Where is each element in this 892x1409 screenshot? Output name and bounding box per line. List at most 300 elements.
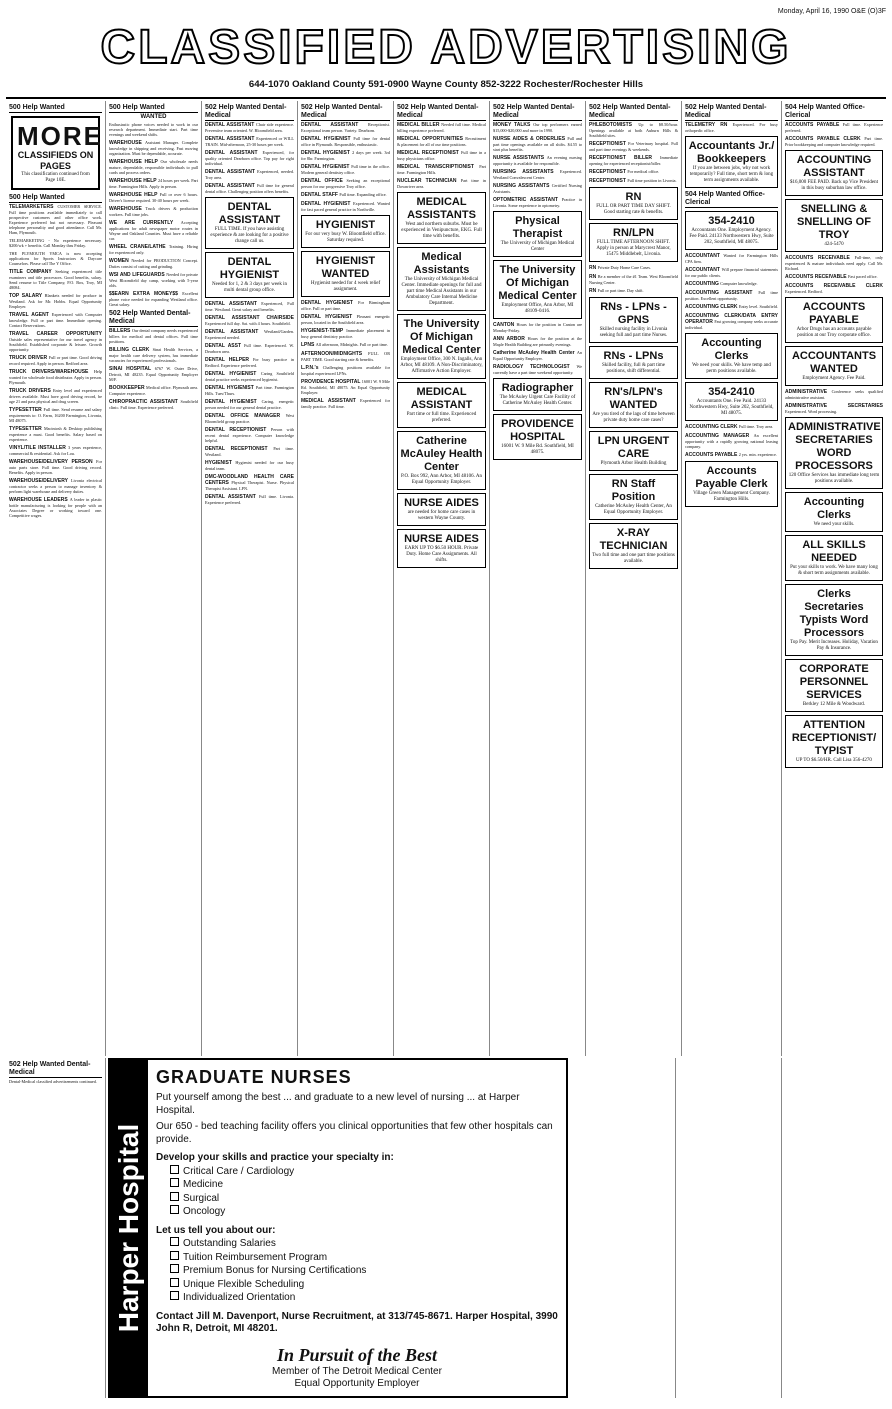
display-ad-headline: ACCOUNTING ASSISTANT xyxy=(796,154,872,179)
display-ad-headline: 354-2410 xyxy=(708,386,755,398)
ad-text: CUSTOMER SERVICE. Full time positions available immediately to call prospective customers and other office work. Experience preferred but not necessary. Pleasant telephone personality and good attendance. Call Mr. Ham, Plymouth. xyxy=(9,204,102,235)
classified-ad xyxy=(109,399,198,410)
classified-ad xyxy=(397,178,486,189)
ad-text: A leader in plastic bottle manufacturing is looking for people with an Associates Degree or working toward one. Competitive wages. xyxy=(9,497,102,518)
classified-ad xyxy=(301,122,390,133)
ad-text: Full time for dental office in Plymouth. Responsible, enthusiastic. xyxy=(301,136,390,147)
display-ad xyxy=(685,382,778,421)
ad-headline: ANN ARBOR xyxy=(493,336,528,342)
classified-ad xyxy=(205,413,294,424)
display-ad xyxy=(785,659,883,712)
display-ad-text: We need your skills. We have temp and perm positions available. xyxy=(692,363,771,374)
ad-headline: OPTOMETRIC ASSISTANT xyxy=(493,197,562,203)
display-ad-headline: RNs - LPNs xyxy=(603,350,664,362)
ad-headline: ADMINISTRATIVE SECRETARIES xyxy=(785,403,883,409)
classified-ad xyxy=(785,283,883,294)
ad-text: Full time. Expanding office. xyxy=(339,192,387,197)
ad-headline: DENTAL HYGIENIST xyxy=(301,136,354,142)
ad-text: 24 hours per week. Part time. Farmington Hills. Apply in person. xyxy=(109,178,198,189)
classified-ad xyxy=(9,312,102,328)
classified-ad xyxy=(9,204,102,235)
ad-headline: MONEY TALKS xyxy=(493,122,534,128)
classified-ad xyxy=(589,274,678,285)
classified-ad xyxy=(397,136,486,147)
display-ad-text: The McAuley Urgent Care Facility of Catherine McAuley Health Center. xyxy=(499,395,576,406)
ad-text: Full time. Troy area. xyxy=(738,424,774,429)
ad-headline: ACCOUNTING xyxy=(685,281,721,287)
ad-headline: RECEPTIONIST BILLER xyxy=(589,155,661,161)
classified-ad xyxy=(493,183,582,194)
checkbox-icon xyxy=(170,1178,179,1187)
classified-ad xyxy=(397,122,486,133)
ad-headline: RN xyxy=(589,288,598,294)
grad-intro: Put yourself among the best ... and graduate to a new level of nursing ... at Harper Hospital. xyxy=(156,1092,520,1116)
ad-text: Part time. Westland. xyxy=(205,446,294,457)
grad-develop: Develop your skills and practice your specialty in: xyxy=(156,1152,394,1163)
ad-text: Full or part time. Day shift. xyxy=(597,288,644,293)
ad-headline: DENTAL HYGIENIST xyxy=(205,371,261,377)
classified-ad xyxy=(685,281,778,287)
ad-headline: DENTAL OFFICE MANAGER xyxy=(205,413,286,419)
classified-ad xyxy=(301,351,390,362)
display-ad xyxy=(589,431,678,471)
display-ad-text: FULL TIME. If you have assisting experience & are looking for a positive change call us. xyxy=(210,227,289,244)
ad-text: Experienced. For busy orthopedic office. xyxy=(685,122,778,133)
classified-ad xyxy=(109,244,198,255)
ad-headline: ACCOUNTS RECEIVABLE xyxy=(785,255,855,261)
checkbox-icon xyxy=(170,1237,179,1246)
grad-specialties xyxy=(170,1165,558,1219)
ad-text: Entry level. Southfield. xyxy=(738,304,778,309)
ad-headline: DENTAL ASSISTANT xyxy=(205,183,258,189)
display-ad-headline: ACCOUNTS PAYABLE xyxy=(802,301,866,326)
ad-headline: ACCOUNTS PAYABLE xyxy=(685,452,739,458)
ad-headline: DENTAL ASSISTANT xyxy=(205,301,262,307)
classified-ad xyxy=(109,272,198,288)
ad-text: Physical Therapist. Nurse. Physical Therapist Assistant. LPN. xyxy=(205,480,294,491)
ad-text: For Birmingham office. Full or part time. xyxy=(301,300,390,311)
ad-text: Pleasant energetic person, located in the Southfield area. xyxy=(301,314,390,325)
display-ad xyxy=(301,215,390,248)
ad-text: All afternoon, Midnights. Full or part time. xyxy=(315,342,388,347)
ad-text: Westland/Garden. Experienced needed. xyxy=(205,329,294,340)
ad-text: Full time. Experienced. W. Dearborn area. xyxy=(205,343,294,354)
ad-text: Needed for PRODUCTION Concept. Duties consist of cutting and grinding. xyxy=(109,258,198,269)
ad-headline: TOP SALARY xyxy=(9,293,45,299)
classified-ad xyxy=(685,304,778,310)
grad-pursuit: In Pursuit of the Best xyxy=(276,1344,438,1365)
display-ad xyxy=(589,474,678,520)
harper-side-banner xyxy=(110,1060,148,1396)
ad-headline: L.P.N.'s xyxy=(301,365,323,371)
column-5 xyxy=(394,101,490,1056)
classified-ad xyxy=(109,385,198,396)
classified-ad xyxy=(493,336,582,347)
classified-ad xyxy=(785,274,883,280)
harper-logo-text: Harper Hospital xyxy=(113,1123,144,1333)
ad-text: Seeking an exceptional person for our progressive Troy office. xyxy=(301,178,390,189)
ad-text: Accepting applications for adult newspaper motor routes in Wayne and Oakland Counties. Must have a reliable car. xyxy=(109,220,198,241)
classified-ad xyxy=(109,192,198,203)
ad-text: Our wholesale needs mature, dependable, responsible individuals to pull cards and process orders. xyxy=(109,159,198,175)
ad-text: Truck drivers & production workers. Full time jobs. xyxy=(109,206,198,217)
display-ad xyxy=(205,252,294,298)
section-heading: 502 Help Wanted Dental-Medical xyxy=(301,104,390,121)
ad-headline: BILLERS xyxy=(109,328,132,334)
classified-ad xyxy=(301,201,390,212)
classified-ad xyxy=(109,140,198,156)
display-ad xyxy=(785,535,883,581)
more-subtitle: CLASSIFIEDS ON PAGES xyxy=(17,150,94,171)
display-ad-headline: DENTAL ASSISTANT xyxy=(218,201,281,226)
classified-ad xyxy=(205,183,294,194)
ad-headline: WOMEN xyxy=(109,258,132,264)
ad-headline: $$EARN EXTRA MONEY$$ xyxy=(109,291,183,297)
classified-ad xyxy=(785,255,883,271)
display-ad-text: The University of Michigan Medical Center. Immediate openings for full and part time Medical Assistants in our Ambulatory Care Internal Medicine Department. xyxy=(401,277,482,306)
classified-ad xyxy=(301,398,390,409)
ad-headline: RN xyxy=(589,274,598,280)
display-ad xyxy=(205,197,294,249)
display-ad-headline: RN/LPN xyxy=(613,227,654,239)
ad-headline: DENTAL HYGIENIST xyxy=(301,150,353,156)
classified-ad xyxy=(109,206,198,217)
display-ad-headline: NURSE AIDES xyxy=(404,497,479,509)
ad-text: Up to $8.50/hour. Openings available at both Auburn Hills & Southfield sites. xyxy=(589,122,678,138)
bottom-column-6 xyxy=(676,1058,782,1398)
display-ad xyxy=(397,382,486,428)
ad-text: 2 yrs. min. experience. xyxy=(738,452,777,457)
display-ad xyxy=(589,187,678,220)
display-ad-headline: DENTAL HYGIENIST xyxy=(219,256,280,281)
classified-ad xyxy=(301,379,390,395)
specialty-label: Surgical xyxy=(183,1192,220,1204)
ad-text: Full time in the office. Modern general dentistry office. xyxy=(301,164,390,175)
classified-ad xyxy=(493,122,582,133)
display-ad-text: Two full time and one part time positions available. xyxy=(592,553,675,564)
ad-text: Receptionist. Exceptional team person. Variety. Dearborn. xyxy=(301,122,390,133)
display-ad-headline: MEDICAL ASSISTANT xyxy=(410,386,473,411)
display-ad xyxy=(785,346,883,386)
ad-text: Our top performers earned $15,000-$20,000 and more in 1990. xyxy=(493,122,583,133)
ad-text: Sinai Health Services, a major health care delivery system, has immediate vacancies for experienced professionals. xyxy=(109,347,198,363)
display-ad-text: Arbor Drugs has an accounts payable position at our Troy corporate office. xyxy=(796,327,872,338)
classified-ad xyxy=(493,322,582,333)
classified-ad xyxy=(9,293,102,309)
classified-ad xyxy=(493,197,582,208)
ad-text: An evening nursing opportunity is available for responsible. xyxy=(493,155,582,166)
checkbox-icon xyxy=(170,1264,179,1273)
classified-ad xyxy=(9,1079,102,1084)
grad-contact: Contact Jill M. Davenport, Nurse Recruitment, at 313/745-8671. Harper Hospital, 3990 John R, Detroit, MI 48201. xyxy=(156,1310,558,1334)
ad-text: We currently have a part time weekend opportunity. xyxy=(493,364,582,375)
section-heading: 502 Help Wanted Dental-Medical xyxy=(685,104,778,121)
classified-ad xyxy=(205,460,294,471)
masthead-title: CLASSIFIED ADVERTISING xyxy=(100,21,792,74)
ad-text: Conference seeks qualified administrative assistant. xyxy=(785,389,883,400)
ad-text: Southfield clinic. Full time. Experience preferred. xyxy=(109,399,198,410)
ad-text: Needed for private West Bloomfield day camp, working with 5-year olds. xyxy=(109,272,198,288)
checkbox-icon xyxy=(170,1165,179,1174)
display-ad-text: 424-5470 xyxy=(824,242,844,247)
display-ad xyxy=(785,417,883,489)
classified-ad xyxy=(301,150,390,161)
grad-eoe: Equal Opportunity Employer xyxy=(294,1378,420,1389)
classified-ad xyxy=(9,497,102,518)
display-ad-headline: Radiographer xyxy=(501,382,574,394)
display-ad xyxy=(589,346,678,379)
display-ad xyxy=(301,251,390,297)
ad-text: Private Duty Home Care Cases. xyxy=(597,265,652,270)
classified-ad xyxy=(589,178,678,184)
benefit-item xyxy=(170,1278,558,1292)
classified-ad xyxy=(589,169,678,175)
bottom-column-7 xyxy=(782,1058,886,1398)
grad-title: GRADUATE NURSES xyxy=(156,1067,352,1087)
classified-ad xyxy=(493,350,582,361)
classified-ad xyxy=(685,290,778,301)
display-ad xyxy=(397,247,486,311)
ad-headline: RECEPTIONIST xyxy=(589,141,629,147)
classified-ad xyxy=(9,407,102,423)
ad-text: Experienced. Westland Convalescent Center. xyxy=(493,169,582,180)
display-ad-headline: LPN URGENT CARE xyxy=(597,435,670,460)
classified-ad xyxy=(109,328,198,344)
classified-ad xyxy=(9,459,102,475)
column-3 xyxy=(202,101,298,1056)
ad-text: Full time. Livonia. Experience preferred. xyxy=(205,494,294,505)
classified-ad xyxy=(9,426,102,442)
classified-ad xyxy=(109,291,198,307)
classified-ad xyxy=(301,136,390,147)
ad-headline: WAREHOUSE HELP xyxy=(109,192,160,198)
section-heading: 500 Help Wanted xyxy=(109,104,198,113)
ad-headline: RECEPTIONIST xyxy=(589,169,628,175)
folio-line xyxy=(6,6,886,20)
display-ad-headline: PROVIDENCE HOSPITAL xyxy=(501,418,574,443)
ad-text: Experienced full day. Sat. with 4 hours. Southfield. xyxy=(205,321,291,326)
ad-text: Immediate placement in busy general dentistry practice. xyxy=(301,328,390,339)
display-ad-headline: HYGIENIST xyxy=(315,219,376,231)
display-ad xyxy=(785,715,883,768)
ad-text: Experienced or WILL TRAIN. Mid-afternoon, 25-30 hours per week. xyxy=(205,136,294,147)
ad-text: Macintosh & Desktop publishing experience a must. Good benefits. Salary based on experience. xyxy=(9,426,102,442)
ad-headline: DENTAL HYGIENIST xyxy=(205,399,262,405)
classified-ad xyxy=(785,403,883,414)
ad-headline: DENTAL ASSISTANT CHAIRSIDE xyxy=(205,315,294,321)
ad-headline: TITLE COMPANY xyxy=(9,269,56,275)
section-heading: 502 Help Wanted Dental-Medical xyxy=(205,104,294,121)
display-ad xyxy=(589,297,678,343)
ad-text: Enthusiastic phone voices needed to work in our research department. Immediate start. Part time evenings and weekend shifts. xyxy=(109,122,198,137)
specialty-label: Critical Care / Cardiology xyxy=(183,1165,295,1177)
ad-text: Recruitment & placement for all of our time positions. xyxy=(397,136,486,147)
ad-text: Person with recent dental experience. Computer knowledge helpful. xyxy=(205,427,294,443)
folio-page: (O)3F xyxy=(867,8,886,15)
display-ad-text: 16001 W. 9 Mile Rd. Southfield, MI 48075. xyxy=(501,444,574,455)
display-ad-headline: RN xyxy=(625,191,642,203)
classified-ad xyxy=(685,122,778,133)
ad-text: Computer knowledge. xyxy=(720,281,758,286)
checkbox-icon xyxy=(170,1251,179,1260)
ad-text: Hours for the position in Canton are Monday-Friday. xyxy=(493,322,583,333)
ad-text: Assistant Manager. Complete knowledge in shipping and receiving. Fast moving organization. Must be dependable, accurate. xyxy=(109,140,198,156)
display-ad-headline: X-RAY TECHNICIAN xyxy=(599,527,668,552)
ad-headline: TRAVEL AGENT xyxy=(9,312,52,318)
classified-ad xyxy=(205,136,294,147)
display-ad-text: 120 Office Services has immediate long term positions available. xyxy=(788,473,880,484)
ad-text: Training. Hiring for experienced only. xyxy=(109,244,198,255)
classified-ad xyxy=(205,150,294,166)
section-heading: 502 Help Wanted Dental-Medical xyxy=(493,104,582,121)
display-ad-text: Top Pay. Merit Increases. Holiday, Vacation Pay & Insurance. xyxy=(790,640,878,651)
ad-headline: TYPESETTER xyxy=(9,426,44,432)
display-ad xyxy=(493,260,582,319)
ad-headline: TRUCK DRIVERS/WAREHOUSE xyxy=(9,369,94,375)
classified-ad xyxy=(301,328,390,339)
ad-text: Part time. Farmington Hills. Tues/Thurs. xyxy=(205,385,295,396)
ad-text: Full or over 6 hours. Driver's license required. 30-40 hours per week. xyxy=(109,192,198,203)
ad-headline: DENTAL ASSISTANT xyxy=(205,169,258,175)
column-7 xyxy=(586,101,682,1056)
ad-headline: DENTAL ASST xyxy=(205,343,245,349)
ad-text: Needed full time. Medical billing experience preferred. xyxy=(397,122,486,133)
classified-ad xyxy=(9,238,102,248)
classified-ad xyxy=(109,366,198,382)
more-classifieds-box xyxy=(11,116,103,190)
section-heading: 504 Help Wanted Office-Clerical xyxy=(685,191,778,208)
display-ad xyxy=(397,529,486,568)
ad-headline: LPNS xyxy=(301,342,316,348)
display-ad-headline: Catherine McAuley Health Center xyxy=(400,435,483,473)
classified-ad xyxy=(301,314,390,325)
display-ad-headline: Medical Assistants xyxy=(413,251,470,276)
ad-headline: DENTAL ASSISTANT xyxy=(205,494,259,500)
display-ad-headline: Clerks Secretaries Typists Word Processors xyxy=(799,588,869,639)
classified-ad xyxy=(109,258,198,269)
display-ad-text: UP TO $6.50/HR. Call Lisa 356-4270 xyxy=(796,758,872,763)
ad-headline: RN xyxy=(589,265,598,271)
ad-headline: ACCOUNTANT xyxy=(685,253,724,259)
ad-headline: RADIOLOGY TECHNOLOGIST xyxy=(493,364,577,370)
classified-ad xyxy=(109,347,198,363)
benefit-label: Unique Flexible Scheduling xyxy=(183,1278,305,1290)
checkbox-icon xyxy=(170,1291,179,1300)
classified-ad xyxy=(785,122,883,133)
checkbox-icon xyxy=(170,1192,179,1201)
display-ad xyxy=(685,136,778,188)
ad-text: Full time in a busy physicians office. xyxy=(397,150,486,161)
ad-text: Hygienist needed for our busy dental team. xyxy=(205,460,294,471)
section-heading: 502 Help Wanted Dental-Medical xyxy=(589,104,678,121)
ad-text: Blankets needed for produce in Westland. Ask for Mr. Hobbs. Equal Opportunity Employer. xyxy=(9,293,102,309)
masthead-rule xyxy=(6,97,886,99)
classified-ad xyxy=(685,313,778,330)
ad-text: Full time position in Livonia. xyxy=(627,178,677,183)
display-ad-text: Accountants One. Fee Paid. 24133 Northwestern Hwy, Suite 202, Southfield, MI 48075. xyxy=(689,399,774,416)
display-ad-text: FULL TIME AFTERNOON SHIFT. Apply in person at Marycrest Manor, 15475 Middlebelt, Livonia. xyxy=(596,240,671,257)
ad-text: Full time. Experience preferred. xyxy=(785,122,884,133)
classified-ad xyxy=(685,433,778,449)
display-ad-text: Employment Agency. Fee Paid. xyxy=(802,376,866,381)
ad-text: Help wanted for wholesale food distributor. Apply in person. Plymouth. xyxy=(9,369,102,385)
ad-headline: DENTAL STAFF xyxy=(301,192,340,198)
ad-text: 3 years experience, commercial & residential. Ask for Lou. xyxy=(9,445,102,456)
classified-ad xyxy=(109,122,198,137)
specialty-item xyxy=(170,1192,558,1206)
display-ad-headline: Accounting Clerks xyxy=(803,496,865,521)
ad-headline: SINAI HOSPITAL xyxy=(109,366,155,372)
specialty-label: Oncology xyxy=(183,1206,226,1217)
classified-ad xyxy=(685,253,778,264)
display-ad-headline: Physical Therapist xyxy=(512,215,563,240)
display-ad-text: Part time or full time. Experienced preferred. xyxy=(406,412,477,423)
ad-headline: ACCOUNTING CLERK xyxy=(685,424,739,430)
classified-ad xyxy=(301,300,390,311)
display-ad-headline: Accounts Payable Clerk xyxy=(695,465,768,490)
ad-headline: TELEMARKETERS xyxy=(9,204,58,210)
classified-ad xyxy=(9,445,102,456)
column-4 xyxy=(298,101,394,1056)
display-ad-text: Skilled nursing facility in Livonia seeking full and part time Nurses. xyxy=(599,327,668,338)
classified-ad xyxy=(9,369,102,385)
ad-text: Dental-Medical classified advertisements continued. xyxy=(9,1079,97,1084)
ad-headline: NURSING ASSISTANTS xyxy=(493,169,561,175)
ad-headline: DENTAL ASSISTANT xyxy=(205,136,257,142)
ad-headline: BOOKKEEPER xyxy=(109,385,146,391)
section-heading: 500 Help Wanted xyxy=(9,104,102,113)
ad-text: Seeking experienced title examiners and title processors. Good benefits, salary. Send resume to Title Company, P.O. Box, Troy, MI 48084. xyxy=(9,269,102,290)
ad-headline: PHLEBOTOMISTS xyxy=(589,122,639,128)
ad-text: For medical office. xyxy=(627,169,660,174)
display-ad xyxy=(785,297,883,343)
ad-text: Practice in Livonia. Some experience in optometry. xyxy=(493,197,582,208)
benefit-item xyxy=(170,1237,558,1251)
display-ad-text: $16,000 FEE PAID. Back up Vice President in this busy suburban law office. xyxy=(789,180,879,191)
classified-ad xyxy=(589,122,678,138)
display-ad xyxy=(397,493,486,526)
classified-ad xyxy=(9,478,102,494)
ad-headline: ADMINISTRATIVE xyxy=(785,389,832,395)
classified-ad xyxy=(493,155,582,166)
classified-ad xyxy=(109,159,198,175)
classified-ad xyxy=(9,251,102,266)
display-ad xyxy=(785,584,883,656)
ad-headline: WAREHOUSE/DELIVERY PERSON xyxy=(9,459,97,465)
classified-ad xyxy=(205,122,294,133)
ad-headline: DENTAL ASSISTANT xyxy=(205,122,257,128)
ad-headline: DENTAL HYGIENIST xyxy=(301,164,352,170)
ad-text: Certified Nursing Assistants. xyxy=(493,183,582,194)
ad-text: Part time in Downriver area. xyxy=(397,178,486,189)
display-ad-headline: The University Of Michigan Medical Center xyxy=(498,264,577,302)
display-ad-text: Put your skills to work. We have many long & short term assignments available. xyxy=(790,565,878,576)
ad-headline: DENTAL RECEPTIONIST xyxy=(205,446,274,452)
display-ad-text: West and northern suburbs. Must be experienced in Venipuncture, EKG. Full time with benefits. xyxy=(401,222,482,239)
classified-ad xyxy=(205,301,294,312)
grad-member: Member of The Detroit Medical Center xyxy=(272,1365,442,1377)
display-ad xyxy=(785,199,883,252)
display-ad xyxy=(493,414,582,460)
benefit-label: Premium Bonus for Nursing Certifications xyxy=(183,1265,367,1276)
ad-headline: TELEMETRY RN xyxy=(685,122,733,128)
specialty-item xyxy=(170,1165,558,1179)
ad-text: Fast growing company seeks accurate individual. xyxy=(685,319,778,330)
ad-headline: NURSE AIDES & ORDERLIES xyxy=(493,136,568,142)
classified-ad xyxy=(301,342,390,348)
ad-text: Part time. Farmington Hills. xyxy=(397,164,486,175)
ad-headline: ACCOUNTS PAYABLE CLERK xyxy=(785,136,865,142)
